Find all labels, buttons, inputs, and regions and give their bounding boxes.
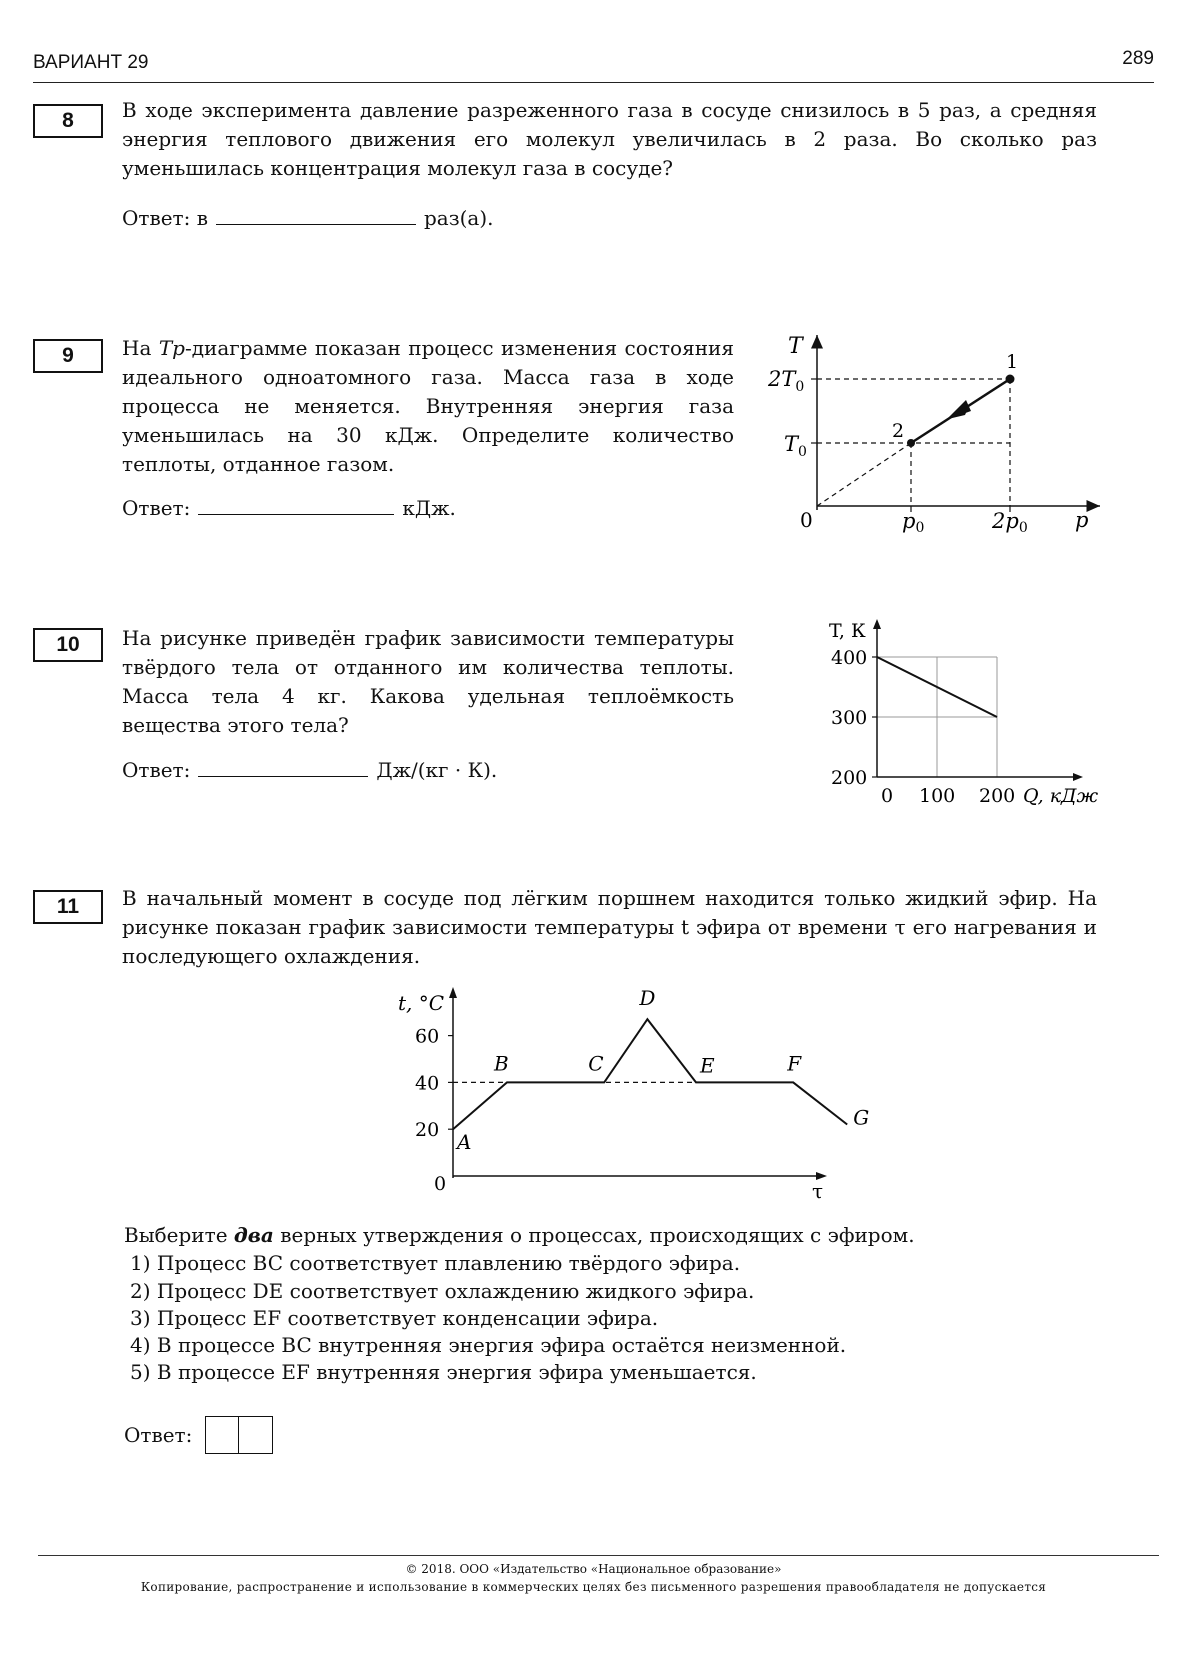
question-10-answer (122, 758, 497, 782)
y-axis-label: T, К (829, 620, 866, 642)
answer-blank[interactable] (198, 758, 368, 777)
x-tick-label: 200 (979, 785, 1016, 807)
y-axis-arrow (449, 987, 457, 998)
footer-copyright: © 2018. ООО «Издательство «Национальное образование» (405, 1562, 782, 1576)
question-8-number: 8 (33, 104, 103, 138)
question-10-text: На рисунке приведён график зависимости температуры твёрдого тела от отданного им количества теплоты. Масса тела 4 кг. Какова удельная теплоёмкость вещества этого тела? (122, 626, 734, 737)
instruction-rest: верных утверждения о процессах, происходящих с эфиром. (273, 1223, 915, 1247)
point-label-E: E (700, 1053, 715, 1078)
x-axis-label: p (1075, 508, 1089, 532)
tp-diagram (760, 325, 1110, 545)
x-axis-label: Q, кДж (1023, 785, 1099, 807)
tick-2p0: 2p0 (992, 509, 1028, 536)
y-tick-label: 40 (415, 1072, 440, 1095)
answer-cell-1[interactable] (205, 1416, 239, 1454)
tick-p0: p0 (902, 509, 925, 536)
x-axis-label: τ (812, 1179, 824, 1203)
answer-unit: Дж/(кг · К). (376, 758, 498, 782)
y-tick-label: 300 (831, 707, 868, 729)
instruction-start: Выберите (124, 1223, 234, 1247)
x-tick-label: 0 (881, 785, 894, 807)
q9-text-rest: -диаграмме показан процесс изменения состояния идеального одноатомного газа. Масса газа в ходе процесса не меняется. Внутренняя энергия газа уменьшилась на 30 кДж. Определите количество теплоты, отданное газом. (122, 336, 734, 476)
answer-label: Ответ: (122, 496, 191, 520)
answer-label: Ответ: в (122, 206, 208, 230)
question-11-number: 11 (33, 890, 103, 924)
question-9-number: 9 (33, 339, 103, 373)
answer-cells (205, 1416, 273, 1454)
option-4: 4) В процессе BC внутренняя энергия эфира остаётся неизменной. (130, 1333, 847, 1357)
answer-blank[interactable] (216, 206, 416, 225)
origin-line (817, 443, 911, 506)
y-axis-arrow (873, 619, 881, 629)
instruction-emphasis: два (233, 1223, 274, 1247)
point-label-B: B (494, 1051, 509, 1076)
answer-cell-2[interactable] (239, 1416, 273, 1454)
variant-title: ВАРИАНТ 29 (33, 52, 149, 73)
tick-T0: $T_0$ (784, 432, 807, 460)
x-axis-arrow (1073, 773, 1083, 781)
answer-label: Ответ: (124, 1423, 193, 1447)
y-axis-label: t, °C (398, 991, 445, 1015)
origin-label: 0 (434, 1173, 447, 1195)
answer-unit: кДж. (402, 496, 456, 520)
option-2: 2) Процесс DE соответствует охлаждению жидкого эфира. (130, 1279, 755, 1303)
y-axis-label: T (788, 334, 803, 359)
chart-temperature-heat (825, 615, 1125, 815)
point-label-F: F (787, 1051, 802, 1076)
point-label-D: D (639, 986, 656, 1011)
question-9-answer (122, 496, 456, 520)
y-tick-label: 200 (831, 767, 868, 789)
point-1 (1006, 375, 1015, 384)
page-number: 289 (1122, 48, 1154, 69)
header-divider (33, 82, 1154, 83)
point-label-A: A (457, 1130, 472, 1155)
q9-text-start: На (122, 336, 159, 360)
question-11-instruction (124, 1221, 915, 1250)
option-1: 1) Процесс BC соответствует плавлению твёрдого эфира. (130, 1251, 741, 1275)
point-label-C: C (588, 1051, 604, 1076)
option-3: 3) Процесс EF соответствует конденсации эфира. (130, 1306, 659, 1330)
q9-text-italic: Tp (158, 336, 185, 360)
origin-label: 0 (800, 508, 813, 532)
answer-blank[interactable] (198, 496, 394, 515)
question-10-number: 10 (33, 628, 103, 662)
chart-ether-temperature (390, 980, 870, 1205)
question-11-answer (124, 1416, 273, 1454)
process-arrowhead (946, 400, 971, 420)
footer-notice: Копирование, распространение и использование в коммерческих целях без письменного разрешения правообладателя не допускается (140, 1580, 1047, 1594)
answer-unit: раз(а). (423, 206, 494, 230)
question-9-text (122, 334, 734, 479)
x-tick-label: 100 (919, 785, 956, 807)
question-8-answer (122, 206, 494, 230)
point-1-label: 1 (1006, 351, 1019, 373)
y-tick-label: 60 (415, 1025, 440, 1048)
question-8-text: В ходе эксперимента давление разреженного газа в сосуде снизилось в 5 раз, а средняя энергия теплового движения его молекул увеличилась в 2 раза. Во сколько раз уменьшилась концентрация молекул газа в сосуде? (122, 98, 1097, 180)
question-11-text: В начальный момент в сосуде под лёгким поршнем находится только жидкий эфир. На рисунке показан график зависимости температуры t эфира от времени τ его нагревания и последующего охлаждения. (122, 886, 1097, 968)
y-tick-label: 400 (831, 647, 868, 669)
answer-label: Ответ: (122, 758, 191, 782)
point-2-label: 2 (892, 420, 905, 442)
option-5: 5) В процессе EF внутренняя энергия эфира уменьшается. (130, 1360, 757, 1384)
point-2 (907, 439, 915, 447)
footer-divider (38, 1555, 1159, 1556)
y-tick-label: 20 (415, 1119, 440, 1142)
tick-2T0: $2T_0$ (768, 367, 805, 395)
point-label-G: G (853, 1105, 870, 1130)
